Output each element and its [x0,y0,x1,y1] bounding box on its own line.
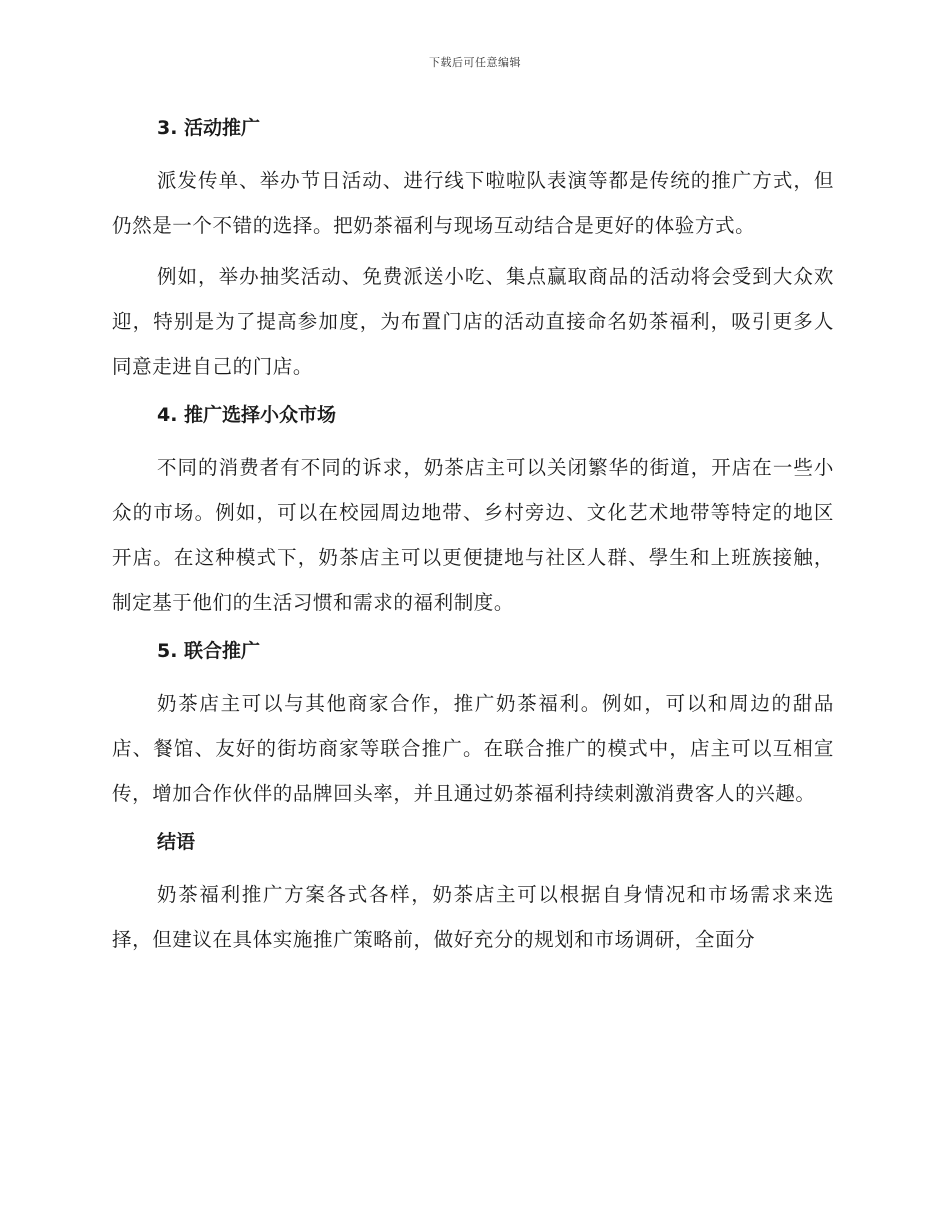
paragraph: 奶茶福利推广方案各式各样，奶茶店主可以根据自身情况和市场需求来选择，但建议在具体实施推广策略前，做好充分的规划和市场调研，全面分 [112,883,834,951]
paragraph: 例如，举办抽奖活动、免费派送小吃、集点赢取商品的活动将会受到大众欢迎，特别是为了提高参加度，为布置门店的活动直接命名奶茶福利，吸引更多人同意走进自己的门店。 [112,265,834,378]
paragraph: 奶茶店主可以与其他商家合作，推广奶茶福利。例如，可以和周边的甜品店、餐馆、友好的街坊商家等联合推广。在联合推广的模式中，店主可以互相宣传，增加合作伙伴的品牌回头率，并且通过奶茶福利持续刺激消费客人的兴趣。 [112,692,834,805]
section-joint-promotion [112,635,834,816]
paragraph: 派发传单、举办节日活动、进行线下啦啦队表演等都是传统的推广方式，但仍然是一个不错的选择。把奶茶福利与现场互动结合是更好的体验方式。 [112,169,834,237]
section-activity-promotion [112,112,834,389]
section-heading: 5. 联合推广 [157,640,261,662]
section-niche-market [112,399,834,625]
document-body [112,112,834,968]
section-heading: 3. 活动推广 [157,117,261,139]
page-header-note: 下载后可任意编辑 [429,56,521,69]
section-heading: 结语 [157,831,196,853]
section-conclusion [112,826,834,962]
paragraph: 不同的消费者有不同的诉求，奶茶店主可以关闭繁华的街道，开店在一些小众的市场。例如，可以在校园周边地带、乡村旁边、文化艺术地带等特定的地区开店。在这种模式下，奶茶店主可以更便捷地与社区人群、學生和上班族接触，制定基于他们的生活习惯和需求的福利制度。 [112,456,834,614]
section-heading: 4. 推广选择小众市场 [157,404,337,426]
